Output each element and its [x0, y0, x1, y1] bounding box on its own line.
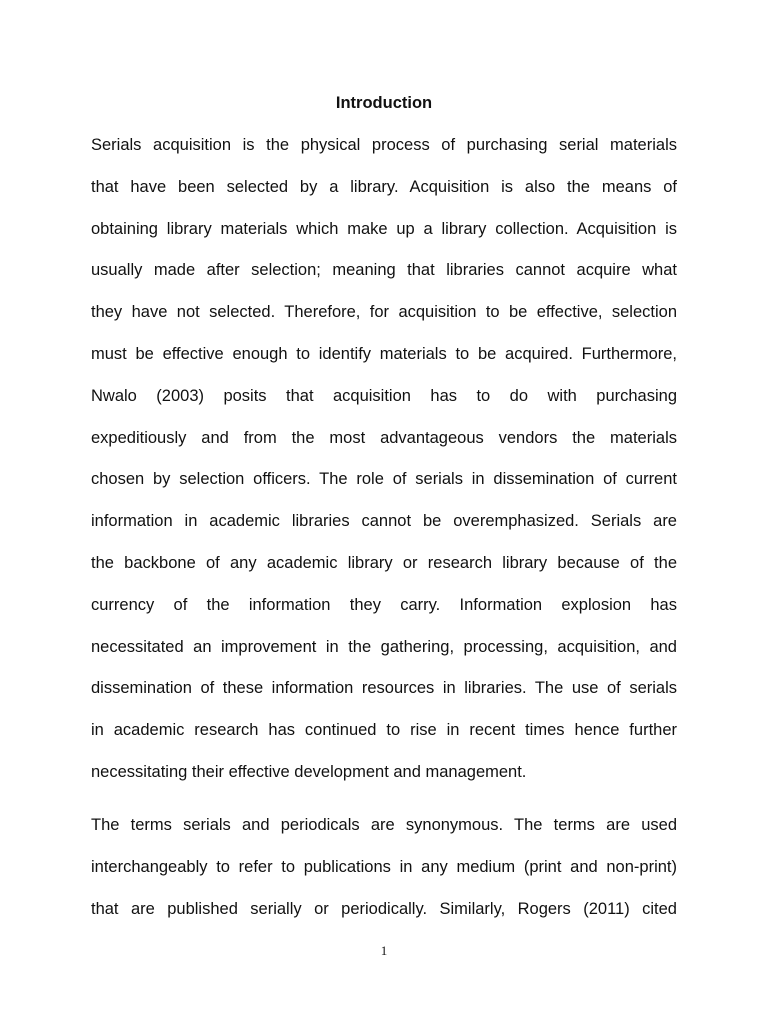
text-line: must be effective enough to identify materials to be acquired. Furthermore, — [91, 344, 677, 363]
text-line: necessitating their effective development and management. — [91, 762, 527, 781]
text-line: Serials acquisition is the physical process of purchasing serial materials — [91, 136, 677, 154]
text-line: information in academic libraries cannot be overemphasized. Serials are — [91, 512, 677, 531]
paragraph — [91, 813, 677, 938]
text-line: interchangeably to refer to publications in any medium (print and non-print) — [91, 857, 677, 876]
text-line: that have been selected by a library. Acquisition is also the means of — [91, 177, 677, 196]
section-title: Introduction — [335, 94, 433, 112]
text-line: that are published serially or periodically. Similarly, Rogers (2011) cited — [91, 899, 677, 918]
text-line: chosen by selection officers. The role of serials in dissemination of current — [91, 470, 677, 489]
text-line: The terms serials and periodicals are synonymous. The terms are used — [91, 816, 677, 834]
text-line: the backbone of any academic library or research library because of the — [91, 553, 677, 572]
paragraph — [91, 133, 677, 802]
text-line: they have not selected. Therefore, for acquisition to be effective, selection — [91, 303, 677, 322]
text-line: dissemination of these information resources in libraries. The use of serials — [91, 679, 677, 698]
text-line: usually made after selection; meaning that libraries cannot acquire what — [91, 261, 677, 280]
text-line: obtaining library materials which make up a library collection. Acquisition is — [91, 219, 677, 238]
text-line: in academic research has continued to rise in recent times hence further — [91, 721, 677, 740]
text-line: necessitated an improvement in the gathering, processing, acquisition, and — [91, 637, 677, 656]
text-line: expeditiously and from the most advantageous vendors the materials — [91, 428, 677, 447]
page-number: 1 — [380, 943, 388, 958]
text-line: Nwalo (2003) posits that acquisition has to do with purchasing — [91, 386, 677, 405]
text-line: currency of the information they carry. Information explosion has — [91, 595, 677, 614]
